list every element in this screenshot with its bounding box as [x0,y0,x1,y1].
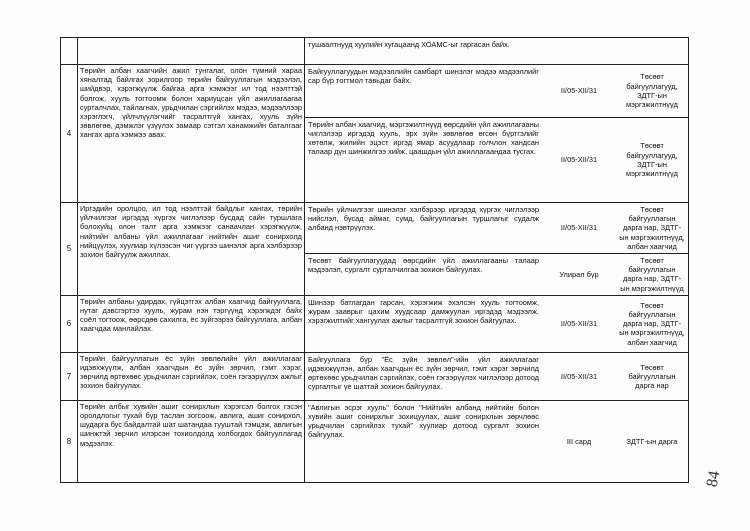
actions-subtable [305,65,688,202]
row-number: 7 [61,352,78,400]
actions-cell [305,65,689,203]
row-number: 6 [61,295,78,352]
action-text: Төсөвт байгууллагуудад өөрсдийн үйл ажиллагааны талаар мэдээлэл, сургалт сурталчилгаа зохион байгуулах. [305,254,542,295]
responsible-cell: ЗДТГ-ын дарга [626,436,678,446]
table-row [61,352,689,400]
action-text: тушаалтнууд хуулийн хугацаанд ХОАМС-ыг гаргасан байх. [308,40,510,49]
table-row [61,400,689,482]
action-row [305,254,688,295]
responsible-cell: Төсөвт байгууллагууд, ЗДТГ-ын мэргэжилтнүүд [626,72,678,109]
action-text: Төрийн үйлчилгээг шинэлэг хэлбэрээр иргэдэд хүргэх чиглэлээр нийслэл, бусад аймаг, сумд, байгууллагын туршлагыг судалж албанд нэвтрүүлэх. [308,205,539,233]
actions-subtable [305,401,688,482]
action-text: Байгууллагуудын мэдээллийн самбарт шинэлэг мэдээ мэдээллийг сар бүр тогтмол тавьдаг байх. [308,67,539,86]
action-row [305,203,688,254]
action-row [305,117,688,202]
action-text: Шинээр батлагдан гарсан, хэрэгжиж эхэлсэн хууль тогтоомж, журам зааврыг цахим хуудсаар дамжуулан иргэдэд мэдээлж, хэрэгжилтийг хангуулах ажлыг тасралтгүй зохион байгуулах. [308,297,539,326]
responsible-cell: Төсөвт байгууллагын дарга нар, ЗДТГ-ын мэргэжилтнүүд, албан хаагчид [619,205,685,251]
deadline-cell: II/05-XII/31 [542,117,616,202]
row-number: 5 [61,203,78,296]
goal-text: Төрийн албаны удирдах, гүйцэтгэх албан хаагчид байгууллага, нутаг дэвсгэртээ хууль, журам нэн тэргүүнд хэрэгждэг байх соёл тогтоож, өөрсдөө сахилга, ёс зүйгээрээ байгууллага, албан хаагчдаа манлайлах. [78,295,305,352]
goal-text: Төрийн байгууллагын ёс зүйн зөвлөлийн үйл ажиллагааг идэвхжүүлж, албан хаагчдын ёс зүйн зөрчил, гэмт хэрэг, зөрчилд өртөхөөс урьдчилан сэргийлэх, соён гэгээрүүлэх ажлыг зохион байгуулах. [78,352,305,400]
action-row [305,353,688,400]
deadline-cell: II/05-XII/31 [560,86,598,96]
table-row [61,295,689,352]
goal-text: Төрийн албыг хувийн ашиг сонирхлын хэрэгсэл болгох гэсэн оролдлогыг тухай бүр таслан зогсоож, авлига, ашиг сонирхол, шударга бус байдалтай шат шатандаа тууштай тэмцэж, авлигын шинжтэй зөрчил илэрсэн тохиолдолд холбогдох байгууллагад мэдээлэх. [78,400,305,482]
action-plan-table [60,37,689,483]
actions-cell [305,203,689,296]
action-row [305,401,688,482]
actions-cell [305,38,689,65]
goal-text: Төрийн албан хаагчийн ажил тунгалаг, олон түмний хараа хяналтад байлгах зорилгоор төрийн байгууллагын мэдээлэл, шийдвэр, хэрэгжүүлж байгаа арга хэмжээг ил тод нээлттэй болгож, хууль тогтоомж болон хариуцсан үйл ажиллагаагаа сурталчлах, тайлагнах, урьдчилан сэргийлэх мэдээ, мэдээллээр хэрэглэгч, үйлчлүүлэгчийг тасралтгүй хангах, хууль зүйн зөвлөгөө, дэмжлэг үзүүлэх замаар сэтгэл ханамжийн баталгааг хангах арга хэмжээ авах. [78,65,305,203]
action-row [305,38,688,64]
goal-cell [78,38,305,65]
actions-subtable [305,353,688,400]
actions-subtable [305,203,688,295]
row-number-cell [61,38,78,65]
page-number: 84 [703,469,724,489]
actions-cell [305,352,689,400]
deadline-cell: II/05-XII/31 [560,223,598,233]
actions-subtable [305,296,688,352]
deadline-cell: Улирал бүр [542,254,616,295]
responsible-cell: Төсөвт байгууллагууд, ЗДТГ-ын мэргэжилтнүүд [616,117,688,202]
deadline-cell [542,38,616,64]
action-text: Байгууллага бүр "Ёс зүйн зөвлөл"-ийн үйл ажиллагааг идэвхжүүлэн, албан хаагчдын ёс зүйн зөрчил, гэмт хэрэг зөрчилд өртөхөөс урьдчилан сэргийлэх, соён гэгээрүүлэх чиглэлээр дотоод сургалтыг үе шаттай зохион байгуулах. [308,354,539,392]
table-row-continued [61,38,689,65]
row-number: 8 [61,400,78,482]
responsible-cell [616,38,688,64]
row-number: 4 [61,65,78,203]
responsible-cell: Төсөвт байгууллагын дарга нар, ЗДТГ-ын мэргэжилтнүүд, албан хаагчид [619,300,685,347]
actions-cell [305,400,689,482]
action-text: "Авлигын эсрэг хууль" болон "Нийтийн албанд нийтийн болон хувийн ашиг сонирхлыг зохицуулах, ашиг сонирхлын зөрчлөөс урьдчилан сэргийлэх тухай" хуулиар дотоод сургалт зохион байгуулах. [308,402,539,440]
table-row [61,203,689,296]
action-row [305,65,688,117]
actions-subtable [305,38,688,64]
deadline-cell: II/05-XII/31 [560,371,598,381]
responsible-cell: Төсөвт байгууллагын дарга нар, ЗДТГ-ын мэргэжилтнүүд [616,254,688,295]
deadline-cell: III сард [566,436,592,446]
actions-cell [305,295,689,352]
deadline-cell: II/05-XII/31 [560,319,598,329]
table-row [61,65,689,203]
action-row [305,296,688,352]
action-text: Төрийн албан хаагчид, мэргэжилтнүүд өөрсдийн үйл ажиллагааны чиглэлээр иргэдэд хууль, эрх зүйн зөвлөгөө өгсөн бүртгэлийг хөтөлж, жилийн эцэст иргэд ямар асуудлаар голчлон хандсан талаар дүн шинжилгээ хийж, цаашдын үйл ажиллагаандаа тусгах. [305,117,542,202]
goal-text: Иргэдийн оролцоо, ил тод нээлттэй байдлыг хангах, төрийн үйлчилгээг иргэдэд хүргэх чиглэлээр бусдад сайн туршлага болохуйц олон талт арга хэмжээг санаачлан хэрэгжүүлж, нийтийн албаны үйл ажиллагааг нийтийн ашиг сонирхолд нийцүүлэх, хуулиар хүлээсэн чиг үүргээ шинэлэг арга хэлбэрээр зохион байгуулж ажиллах. [78,203,305,296]
responsible-cell: Төсөвт байгууллагын дарга нар [628,362,676,390]
